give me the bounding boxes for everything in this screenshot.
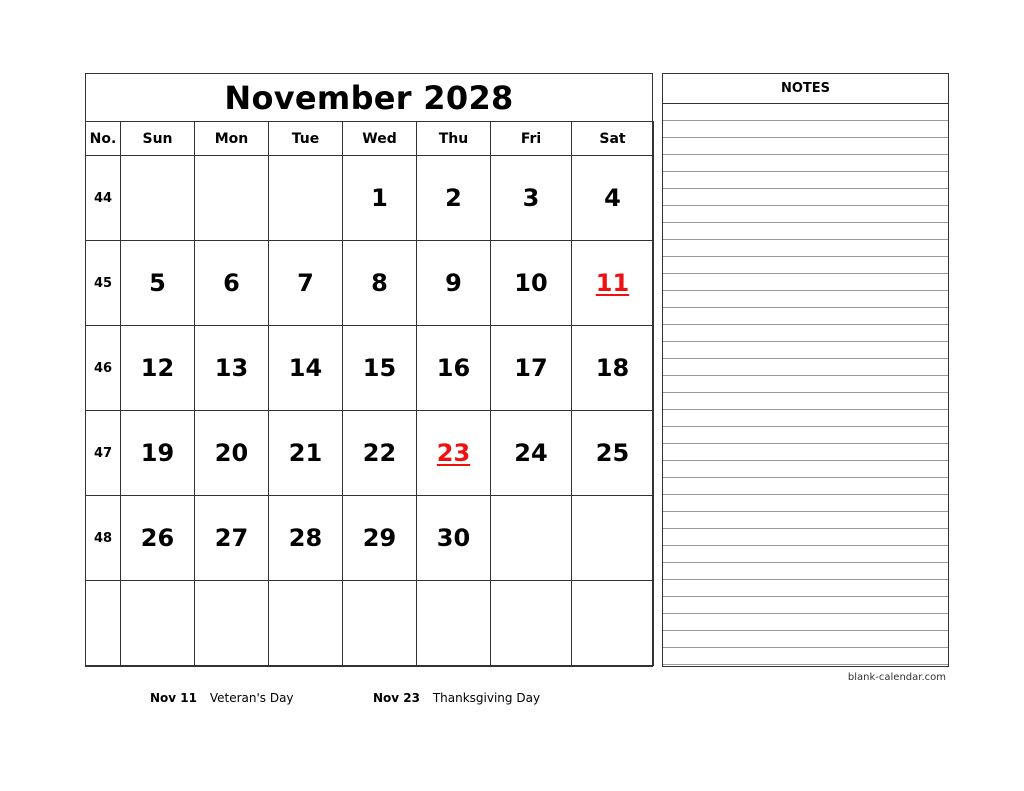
day-cell-mon <box>195 496 269 581</box>
day-number: 7 <box>297 269 314 297</box>
day-cell-thu <box>417 241 491 326</box>
calendar-grid <box>85 121 654 666</box>
day-cell-fri <box>491 581 572 666</box>
week-row <box>86 411 654 496</box>
day-cell-tue <box>269 411 343 496</box>
notes-title: NOTES <box>663 74 948 104</box>
day-cell-sun <box>121 411 195 496</box>
day-cell-wed <box>343 241 417 326</box>
day-cell-thu <box>417 156 491 241</box>
day-cell-tue <box>269 326 343 411</box>
day-cell-wed <box>343 581 417 666</box>
holiday-entry <box>150 691 294 705</box>
day-cell-tue <box>269 581 343 666</box>
day-number: 14 <box>288 354 323 382</box>
day-number: 6 <box>223 269 240 297</box>
week-number: 45 <box>86 241 121 326</box>
day-cell-wed <box>343 326 417 411</box>
day-cell-fri <box>491 326 572 411</box>
day-number: 29 <box>362 524 397 552</box>
weekday-header-sun: Sun <box>121 122 195 156</box>
day-cell-sat <box>572 241 654 326</box>
day-cell-mon <box>195 581 269 666</box>
weekday-header-row <box>86 122 654 156</box>
notes-lines <box>663 104 948 666</box>
day-number: 4 <box>604 184 621 212</box>
day-number: 15 <box>362 354 397 382</box>
day-cell-mon <box>195 241 269 326</box>
day-cell-sun <box>121 241 195 326</box>
day-cell-fri <box>491 241 572 326</box>
week-row <box>86 326 654 411</box>
holiday-name: Thanksgiving Day <box>432 691 541 705</box>
week-number: 44 <box>86 156 121 241</box>
day-number: 3 <box>522 184 540 212</box>
site-credit: blank-calendar.com <box>847 672 946 683</box>
day-cell-sat <box>572 156 654 241</box>
day-number: 19 <box>140 439 175 467</box>
week-number <box>86 581 121 666</box>
day-cell-fri <box>491 496 572 581</box>
day-number: 21 <box>288 439 323 467</box>
day-cell-wed <box>343 411 417 496</box>
day-cell-tue <box>269 156 343 241</box>
day-cell-mon <box>195 326 269 411</box>
day-number: 12 <box>140 354 175 382</box>
day-number: 22 <box>362 439 397 467</box>
day-number: 10 <box>514 269 548 297</box>
day-number: 25 <box>595 439 630 467</box>
day-cell-sun <box>121 496 195 581</box>
day-number: 9 <box>445 269 462 297</box>
week-row <box>86 581 654 666</box>
day-cell-sun <box>121 581 195 666</box>
day-number: 11 <box>595 269 630 297</box>
week-row <box>86 496 654 581</box>
day-number: 5 <box>149 269 166 297</box>
day-number: 18 <box>595 354 630 382</box>
weekday-header-wed: Wed <box>343 122 417 156</box>
day-number: 8 <box>371 269 388 297</box>
day-number: 24 <box>514 439 548 467</box>
week-number: 48 <box>86 496 121 581</box>
week-row <box>86 156 654 241</box>
month-calendar <box>85 73 653 667</box>
day-number: 13 <box>214 354 249 382</box>
day-number: 30 <box>436 524 471 552</box>
holiday-date: Nov 11 <box>150 691 197 705</box>
day-cell-thu <box>417 496 491 581</box>
day-cell-thu <box>417 581 491 666</box>
day-cell-wed <box>343 496 417 581</box>
day-cell-sat <box>572 496 654 581</box>
day-cell-thu <box>417 326 491 411</box>
holiday-date: Nov 23 <box>373 691 420 705</box>
week-row <box>86 241 654 326</box>
day-number: 2 <box>445 184 462 212</box>
week-number-header: No. <box>86 122 121 156</box>
day-cell-sun <box>121 156 195 241</box>
weekday-header-mon: Mon <box>195 122 269 156</box>
day-cell-sat <box>572 326 654 411</box>
day-number: 27 <box>214 524 249 552</box>
day-cell-wed <box>343 156 417 241</box>
holiday-name: Veteran's Day <box>209 691 294 705</box>
day-cell-tue <box>269 496 343 581</box>
day-cell-sat <box>572 411 654 496</box>
day-number: 16 <box>436 354 471 382</box>
holiday-entry <box>373 691 540 705</box>
day-cell-thu <box>417 411 491 496</box>
weekday-header-thu: Thu <box>417 122 491 156</box>
week-number: 46 <box>86 326 121 411</box>
day-cell-tue <box>269 241 343 326</box>
day-number: 1 <box>371 184 388 212</box>
day-cell-sun <box>121 326 195 411</box>
day-number: 17 <box>514 354 548 382</box>
day-number: 28 <box>288 524 323 552</box>
week-number: 47 <box>86 411 121 496</box>
day-cell-fri <box>491 156 572 241</box>
day-number: 20 <box>214 439 249 467</box>
day-cell-mon <box>195 411 269 496</box>
weekday-header-sat: Sat <box>572 122 654 156</box>
day-number: 26 <box>140 524 175 552</box>
day-cell-mon <box>195 156 269 241</box>
weekday-header-fri: Fri <box>491 122 572 156</box>
weekday-header-tue: Tue <box>269 122 343 156</box>
day-number: 23 <box>436 439 471 467</box>
day-cell-sat <box>572 581 654 666</box>
calendar-title: November 2028 <box>86 74 652 122</box>
notes-panel <box>662 73 949 667</box>
day-cell-fri <box>491 411 572 496</box>
